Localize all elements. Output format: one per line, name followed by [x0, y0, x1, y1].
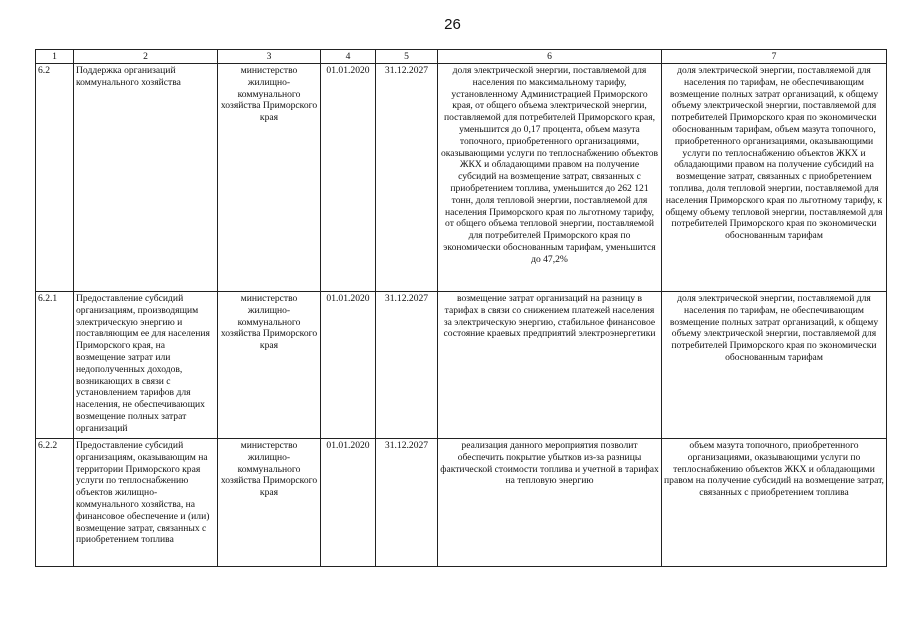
column-header-6: 6 — [438, 50, 662, 64]
indicators: доля электрической энергии, поставляемой для населения по тарифам, не обеспечивающим возмещение полных затрат организаций, к общему объему электрической энергии, поставляемой для потребителей Приморского края по экономически обоснованным тарифам — [662, 292, 887, 439]
expected-result: доля электрической энергии, поставляемой для населения по максимальному тарифу, установленному Администрацией Приморского края, от общего объема электрической энергии, поставляемой для потребителей Приморского края, уменьшится до 0,17 процента, объем мазута топочного, приобретенного организациями, оказывающими услуги по теплоснабжению объектов ЖКХ и обладающими правом на получение субсидий на возмещение затрат, связанных с приобретением топлива, уменьшится до 262 121 тонн, доля тепловой энергии, поставляемой для населения Приморского края по льготному тарифу, от общего объема тепловой энергии, поставляемой для потребителей Приморского края по экономически обоснованным тарифам, уменьшится до 47,2% — [438, 64, 662, 292]
table-row — [36, 64, 887, 292]
program-activities-table — [35, 49, 887, 567]
indicators: объем мазута топочного, приобретенного организациями, оказывающими услуги по теплоснабжению объектов ЖКХ и обладающими правом на получение субсидий на возмещение затрат, связанных с приобретением топлива — [662, 439, 887, 567]
row-number: 6.2 — [36, 64, 74, 292]
end-date: 31.12.2027 — [376, 64, 438, 292]
activity-name: Предоставление субсидий организациям, производящим электрическую энергию и поставляющим ее для населения Приморского края, на возмещение затрат или недополученных доходов, возникающих в связи с установлением тарифов для населения, не обеспечивающих возмещение полных затрат организаций — [74, 292, 218, 439]
start-date: 01.01.2020 — [321, 64, 376, 292]
column-header-4: 4 — [321, 50, 376, 64]
column-header-1: 1 — [36, 50, 74, 64]
table-row — [36, 439, 887, 567]
executor: министерство жилищно-коммунального хозяйства Приморского края — [218, 64, 321, 292]
activity-name: Поддержка организаций коммунального хозяйства — [74, 64, 218, 292]
row-number: 6.2.2 — [36, 439, 74, 567]
column-header-2: 2 — [74, 50, 218, 64]
indicators: доля электрической энергии, поставляемой для населения по тарифам, не обеспечивающим возмещение полных затрат организаций, к общему объему электрической энергии, поставляемой для потребителей Приморского края по экономически обоснованным тарифам, объем мазута топочного, приобретенного организациями, оказывающими услуги по теплоснабжению объектов ЖКХ и обладающими правом на получение субсидий на возмещение затрат, связанных с приобретением топлива, доля тепловой энергии, поставляемой для населения Приморского края по льготному тарифу, к общему объему тепловой энергии, поставляемой для потребителей Приморского края по экономически обоснованным тарифам — [662, 64, 887, 292]
row-number: 6.2.1 — [36, 292, 74, 439]
column-header-3: 3 — [218, 50, 321, 64]
expected-result: реализация данного мероприятия позволит обеспечить покрытие убытков из-за разницы фактической стоимости топлива и учетной в тарифах на тепловую энергию — [438, 439, 662, 567]
expected-result: возмещение затрат организаций на разницу в тарифах в связи со снижением платежей населения за электрическую энергию, стабильное финансовое состояние краевых предприятий электроэнергетики — [438, 292, 662, 439]
start-date: 01.01.2020 — [321, 292, 376, 439]
activity-name: Предоставление субсидий организациям, оказывающим на территории Приморского края услуги по теплоснабжению объектов жилищно-коммунального хозяйства, на финансовое обеспечение и (или) возмещение затрат, связанных с приобретением топлива — [74, 439, 218, 567]
end-date: 31.12.2027 — [376, 292, 438, 439]
executor: министерство жилищно-коммунального хозяйства Приморского края — [218, 439, 321, 567]
column-number-row — [36, 50, 887, 64]
start-date: 01.01.2020 — [321, 439, 376, 567]
column-header-7: 7 — [662, 50, 887, 64]
column-header-5: 5 — [376, 50, 438, 64]
page-number: 26 — [444, 16, 461, 33]
executor: министерство жилищно-коммунального хозяйства Приморского края — [218, 292, 321, 439]
table-row — [36, 292, 887, 439]
end-date: 31.12.2027 — [376, 439, 438, 567]
